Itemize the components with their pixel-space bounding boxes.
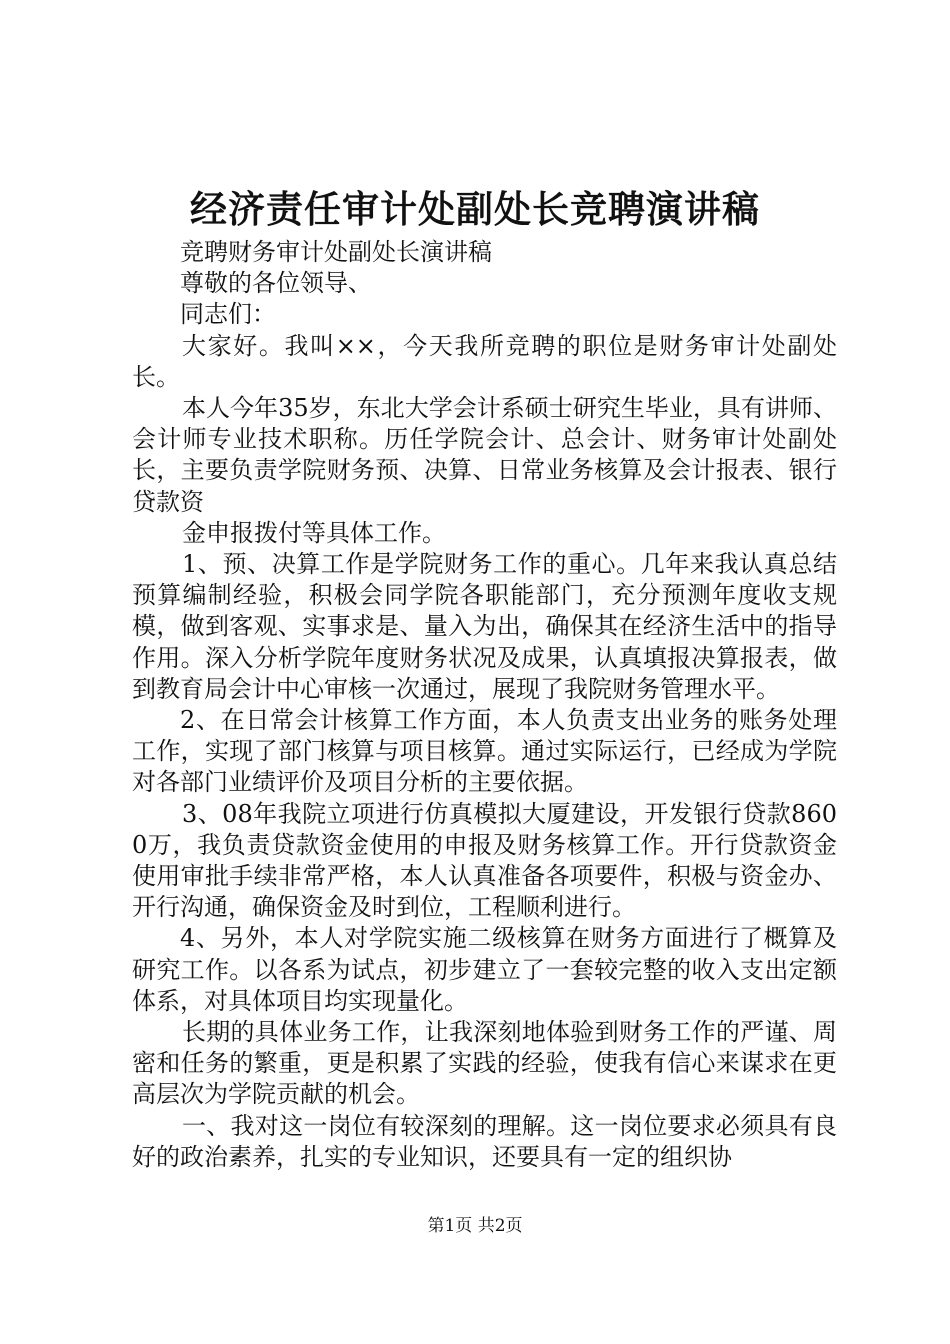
paragraph-item-4: 4、另外，本人对学院实施二级核算在财务方面进行了概算及研究工作。以各系为试点，初步建立了一套较完整的收入支出定额体系，对具体项目均实现量化。 <box>132 924 837 1015</box>
paragraph-heading: 竞聘财务审计处副处长演讲稿 <box>180 238 492 266</box>
paragraph-greeting: 大家好。我叫××，今天我所竞聘的职位是财务审计处副处长。 <box>132 331 837 391</box>
paragraph-item-2: 2、在日常会计核算工作方面，本人负责支出业务的账务处理工作，实现了部门核算与项目核算。通过实际运行，已经成为学院对各部门业绩评价及项目分析的主要依据。 <box>132 706 837 797</box>
paragraph-experience: 长期的具体业务工作，让我深刻地体验到财务工作的严谨、周密和任务的繁重，更是积累了实践的经验，使我有信心来谋求在更高层次为学院贡献的机会。 <box>132 1018 837 1109</box>
paragraph-salutation-2: 同志们： <box>180 300 276 329</box>
paragraph-section-1: 一、我对这一岗位有较深刻的理解。这一岗位要求必须具有良好的政治素养，扎实的专业知识，还要具有一定的组织协 <box>132 1111 837 1171</box>
document-body <box>132 237 837 1173</box>
page-footer: 第1页 共2页 <box>427 1216 523 1236</box>
paragraph-item-1: 1、预、决算工作是学院财务工作的重心。几年来我认真总结预算编制经验，积极会同学院各职能部门，充分预测年度收支规模，做到客观、实事求是、量入为出，确保其在经济生活中的指导作用。深入分析学院年度财务状况及成果，认真填报决算报表，做到教育局会计中心审核一次通过，展现了我院财务管理水平。 <box>132 550 837 703</box>
paragraph-salutation: 尊敬的各位领导、 <box>180 269 372 298</box>
paragraph-intro-cont: 金申报拨付等具体工作。 <box>182 518 446 547</box>
paragraph-item-3: 3、08年我院立项进行仿真模拟大厦建设，开发银行贷款8600万，我负责贷款资金使用的申报及财务核算工作。开行贷款资金使用审批手续非常严格，本人认真准备各项要件，积极与资金办、开行沟通，确保资金及时到位，工程顺利进行。 <box>132 799 837 922</box>
document-title: 经济责任审计处副处长竞聘演讲稿 <box>190 187 760 231</box>
paragraph-intro: 本人今年35岁，东北大学会计系硕士研究生毕业，具有讲师、会计师专业技术职称。历任学院会计、总会计、财务审计处副处长，主要负责学院财务预、决算、日常业务核算及会计报表、银行贷款资 <box>132 394 837 516</box>
